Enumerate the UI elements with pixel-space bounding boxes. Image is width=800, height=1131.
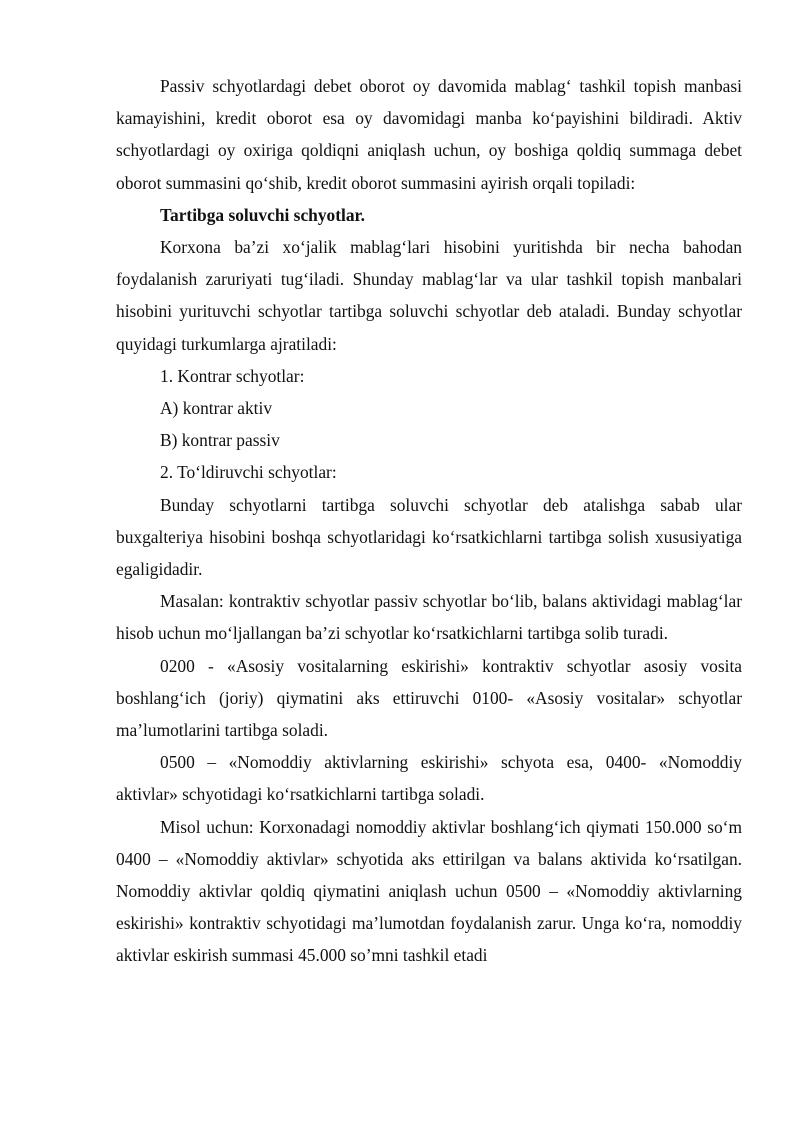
list-item-1: 1. Kontrar schyotlar: xyxy=(160,365,305,386)
paragraph-6: 0500 – «Nomoddiy aktivlarning eskirishi» schyota esa, 0400- «Nomoddiy aktivlar» schyotidagi ko‘rsatkichlarni tartibga soladi. xyxy=(116,752,742,805)
document-page xyxy=(116,70,742,972)
paragraph-4: Masalan: kontraktiv schyotlar passiv schyotlar bo‘lib, balans aktividagi mablag‘lar hisob uchun mo‘ljallangan ba’zi schyotlar ko‘rsatkichlarni tartibga solib turadi. xyxy=(116,591,742,644)
paragraph-1: Passiv schyotlardagi debet oborot oy davomida mablag‘ tashkil topish manbasi kamayishini, kredit oborot esa oy davomidagi manba ko‘payishini bildiradi. Aktiv schyotlardagi oy oxiriga qoldiqni aniqlash uchun, oy boshiga qoldiq summaga debet oborot summasini qo‘shib, kredit oborot summasini ayirish orqali topiladi: xyxy=(116,76,742,193)
paragraph-7: Misol uchun: Korxonadagi nomoddiy aktivlar boshlang‘ich qiymati 150.000 so‘m 0400 – «Nomoddiy aktivlar» schyotida aks ettirilgan va balans aktivida ko‘rsatilgan. Nomoddiy aktivlar qoldiq qiymatini aniqlash uchun 0500 – «Nomoddiy aktivlarning eskirishi» kontraktiv schyotidagi ma’lumotdan foydalanish zarur. Unga ko‘ra, nomoddiy aktivlar eskirish summasi 45.000 so’mni tashkil etadi xyxy=(116,816,742,966)
list-item-1a: A) kontrar aktiv xyxy=(160,398,273,419)
list-item-1b: B) kontrar passiv xyxy=(160,430,280,451)
list-item-2: 2. To‘ldiruvchi schyotlar: xyxy=(160,462,337,483)
paragraph-2: Korxona ba’zi xo‘jalik mablag‘lari hisobini yuritishda bir necha bahodan foydalanish zaruriyati tug‘iladi. Shunday mablag‘lar va ular tashkil topish manbalari hisobini yurituvchi schyotlar tartibga soluvchi schyotlar deb ataladi. Bunday schyotlar quyidagi turkumlarga ajratiladi: xyxy=(116,237,742,354)
paragraph-5: 0200 - «Asosiy vositalarning eskirishi» kontraktiv schyotlar asosiy vosita boshlang‘ich (joriy) qiymatini aks ettiruvchi 0100- «Asosiy vositalar» schyotlar ma’lumotlarini tartibga soladi. xyxy=(116,655,742,741)
paragraph-3: Bunday schyotlarni tartibga soluvchi schyotlar deb atalishga sabab ular buxgalteriya hisobini boshqa schyotlaridagi ko‘rsatkichlarni tartibga solish xususiyatiga egaligidadir. xyxy=(116,494,742,580)
section-heading: Tartibga soluvchi schyotlar. xyxy=(160,204,366,225)
